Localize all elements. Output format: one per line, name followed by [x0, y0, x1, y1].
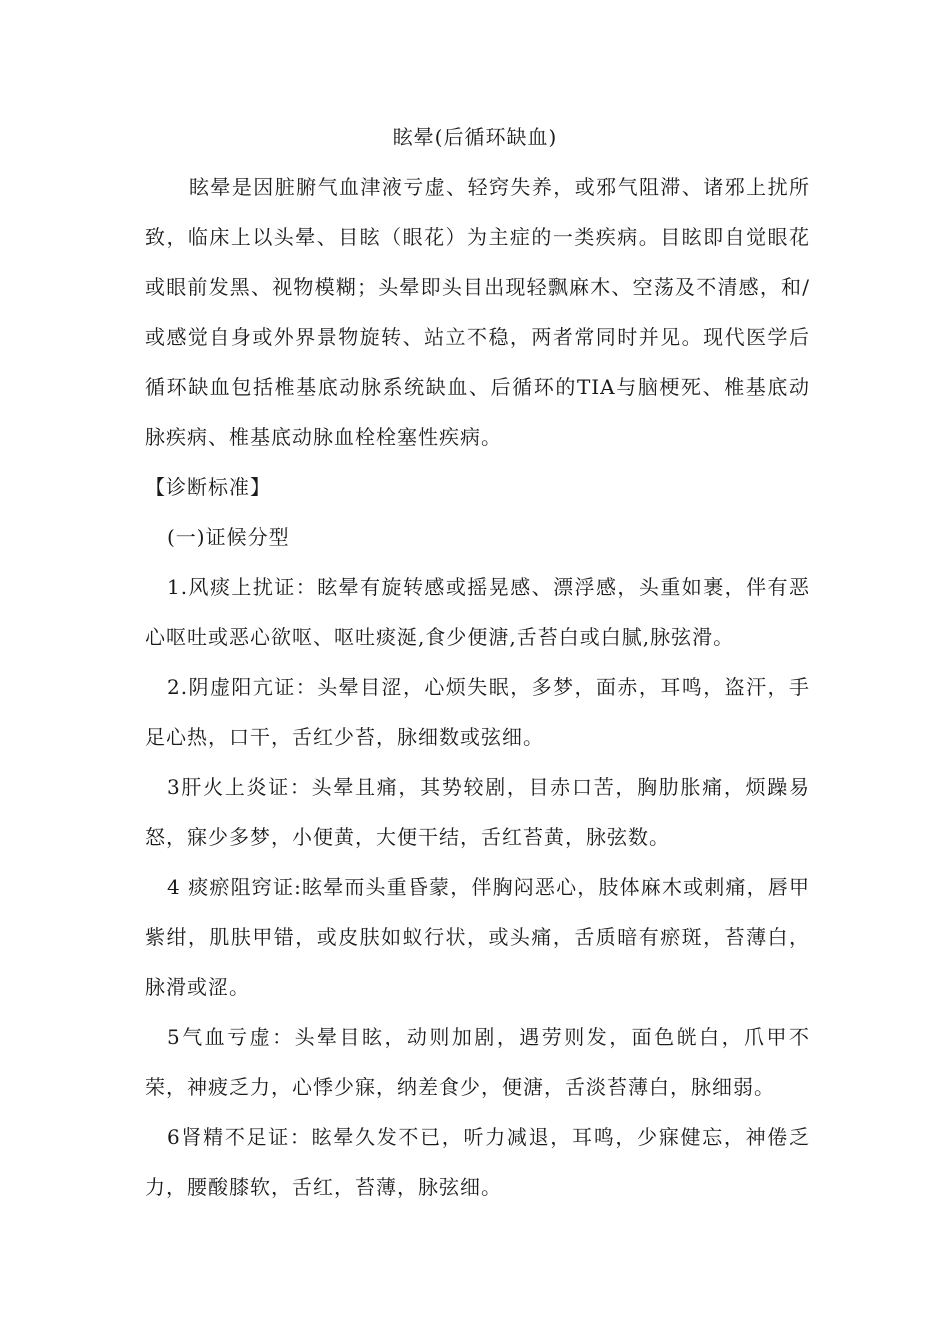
document-body [145, 162, 810, 1212]
syndrome-item: 2.阴虚阳亢证：头晕目涩，心烦失眠，多梦，面赤，耳鸣，盗汗，手足心热，口干，舌红少苔，脉细数或弦细。 [145, 675, 810, 749]
subsection-heading: (一)证候分型 [167, 525, 290, 549]
intro-paragraph: 眩晕是因脏腑气血津液亏虚、轻窍失养，或邪气阻滞、诸邪上扰所致，临床上以头晕、目眩（眼花）为主症的一类疾病。目眩即自觉眼花或眼前发黑、视物模糊；头晕即头目出现轻飘麻木、空荡及不清感，和/或感觉自身或外界景物旋转、站立不稳，两者常同时并见。现代医学后循环缺血包括椎基底动脉系统缺血、后循环的TIA与脑梗死、椎基底动脉疾病、椎基底动脉血栓栓塞性疾病。 [145, 175, 810, 449]
section-heading: 【诊断标准】 [145, 475, 271, 499]
syndrome-item: 4 痰瘀阻窍证:眩晕而头重昏蒙，伴胸闷恶心，肢体麻木或刺痛，唇甲紫绀，肌肤甲错，或皮肤如蚁行状，或头痛，舌质暗有瘀斑，苔薄白，脉滑或涩。 [145, 875, 810, 999]
syndrome-item: 1.风痰上扰证：眩晕有旋转感或摇晃感、漂浮感，头重如裹，伴有恶心呕吐或恶心欲呕、呕吐痰涎,食少便溏,舌苔白或白腻,脉弦滑。 [145, 575, 810, 649]
document-title: 眩晕(后循环缺血) [392, 125, 558, 149]
syndrome-item: 5气血亏虚：头晕目眩，动则加剧，遇劳则发，面色㿠白，爪甲不荣，神疲乏力，心悸少寐，纳差食少，便溏，舌淡苔薄白，脉细弱。 [145, 1025, 810, 1099]
syndrome-item: 6肾精不足证：眩晕久发不已，听力减退，耳鸣，少寐健忘，神倦乏力，腰酸膝软，舌红，苔薄，脉弦细。 [145, 1125, 810, 1199]
syndrome-item: 3肝火上炎证：头晕且痛，其势较剧，目赤口苦，胸肋胀痛，烦躁易怒，寐少多梦，小便黄，大便干结，舌红苔黄，脉弦数。 [145, 775, 810, 849]
